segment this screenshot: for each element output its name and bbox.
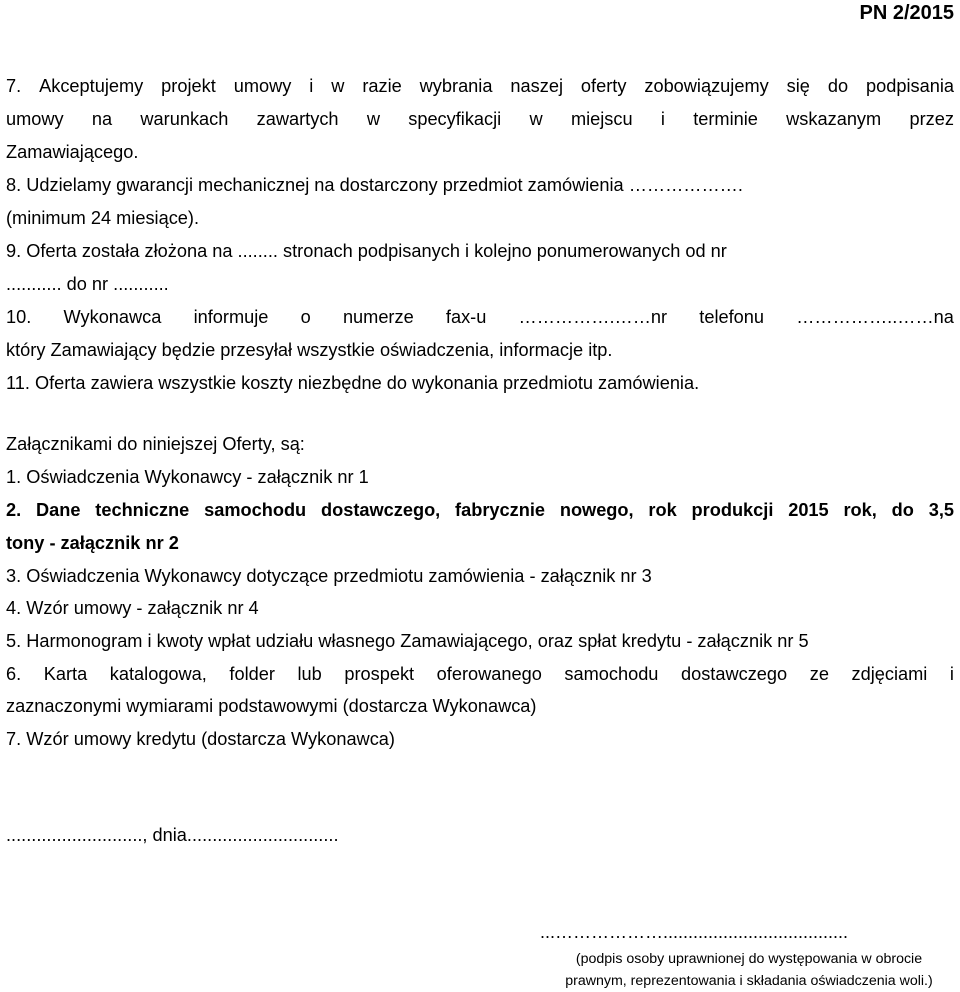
signature-line: ...………………..................................... <box>540 922 849 942</box>
paragraph-8-line-1: 8. Udzielamy gwarancji mechanicznej na dostarczony przedmiot zamówienia ………………. <box>6 175 743 195</box>
attachment-item-2-line-2: tony - załącznik nr 2 <box>6 533 179 553</box>
word: techniczne <box>95 500 190 520</box>
word: umowy <box>6 109 64 129</box>
word: Karta <box>43 664 88 684</box>
word: fax-u <box>445 307 487 327</box>
word: razie <box>362 76 402 96</box>
word: warunkach <box>140 109 229 129</box>
word: Dane <box>35 500 81 520</box>
word: zobowiązujemy <box>644 76 769 96</box>
paragraph-9-line-2: ........... do nr ........... <box>6 274 169 294</box>
attachment-item-1: 1. Oświadczenia Wykonawcy - załącznik nr 1 <box>6 467 369 487</box>
word: Wykonawca <box>63 307 162 327</box>
word: na <box>91 109 113 129</box>
word: zawartych <box>256 109 339 129</box>
word: do <box>891 500 914 520</box>
attachment-item-4: 4. Wzór umowy - załącznik nr 4 <box>6 598 259 618</box>
attachment-item-7: 7. Wzór umowy kredytu (dostarcza Wykonawca) <box>6 729 395 749</box>
paragraph-10-line-2: który Zamawiający będzie przesyłał wszystkie oświadczenia, informacje itp. <box>6 340 613 360</box>
word: telefonu <box>699 307 765 327</box>
word: zdjęciami <box>851 664 928 684</box>
paragraph-7-line-1 <box>6 74 954 98</box>
paragraph-8-line-2: (minimum 24 miesiące). <box>6 208 200 228</box>
attachment-item-5: 5. Harmonogram i kwoty wpłat udziału własnego Zamawiającego, oraz spłat kredytu - załącznik nr 5 <box>6 631 809 651</box>
word: dostawczego, <box>320 500 441 520</box>
word: samochodu <box>564 664 659 684</box>
word: przez <box>909 109 954 129</box>
word: samochodu <box>204 500 307 520</box>
word: 7. <box>6 76 22 96</box>
word: miejscu <box>570 109 633 129</box>
word: podpisania <box>866 76 954 96</box>
attachment-item-3: 3. Oświadczenia Wykonawcy dotyczące przedmiotu zamówienia - załącznik nr 3 <box>6 566 652 586</box>
word: wybrania <box>419 76 493 96</box>
signature-caption-line-2: prawnym, reprezentowania i składania oświadczenia woli.) <box>565 973 933 989</box>
word: ……………..……na <box>796 307 954 327</box>
word: …………….……nr <box>518 307 668 327</box>
word: w <box>366 109 380 129</box>
word: rok <box>648 500 677 520</box>
attachments-heading: Załącznikami do niniejszej Oferty, są: <box>6 434 305 454</box>
word: 10. <box>6 307 32 327</box>
word: się <box>786 76 810 96</box>
word: specyfikacji <box>408 109 502 129</box>
word: i <box>309 76 314 96</box>
word: fabrycznie <box>455 500 546 520</box>
word: i <box>949 664 954 684</box>
word: Akceptujemy <box>39 76 144 96</box>
word: w <box>331 76 345 96</box>
word: umowy <box>233 76 292 96</box>
word: wskazanym <box>786 109 882 129</box>
word: do <box>827 76 849 96</box>
word: w <box>529 109 543 129</box>
word: rok, <box>843 500 877 520</box>
word: folder <box>229 664 275 684</box>
signature-caption-line-1: (podpis osoby uprawnionej do występowania w obrocie <box>575 951 923 967</box>
document-code: PN 2/2015 <box>859 2 954 24</box>
paragraph-11: 11. Oferta zawiera wszystkie koszty niezbędne do wykonania przedmiotu zamówienia. <box>6 373 700 393</box>
word: 2015 <box>788 500 829 520</box>
word: dostawczego <box>680 664 788 684</box>
paragraph-9-line-1: 9. Oferta została złożona na ........ stronach podpisanych i kolejno ponumerowanych od nr <box>6 241 727 261</box>
paragraph-10-line-1 <box>6 305 954 329</box>
word: terminie <box>693 109 758 129</box>
word: i <box>660 109 665 129</box>
word: nowego, <box>559 500 634 520</box>
paragraph-7-line-2 <box>6 107 954 131</box>
word: lub <box>297 664 322 684</box>
word: oferowanego <box>436 664 542 684</box>
word: 3,5 <box>928 500 954 520</box>
attachment-item-6-line-2: zaznaczonymi wymiarami podstawowymi (dostarcza Wykonawca) <box>6 696 537 716</box>
place-date-field: ..........................., dnia.............................. <box>6 825 339 845</box>
word: katalogowa, <box>109 664 207 684</box>
word: oferty <box>580 76 627 96</box>
paragraph-7-line-3: Zamawiającego. <box>6 142 139 162</box>
word: naszej <box>510 76 563 96</box>
word: produkcji <box>691 500 774 520</box>
word: numerze <box>342 307 414 327</box>
attachment-item-6-line-1 <box>6 662 954 686</box>
word: o <box>300 307 311 327</box>
word: 2. <box>6 500 22 520</box>
word: prospekt <box>344 664 415 684</box>
attachment-item-2-line-1 <box>6 498 954 522</box>
word: 6. <box>6 664 22 684</box>
word: ze <box>809 664 829 684</box>
word: projekt <box>161 76 216 96</box>
word: informuje <box>193 307 269 327</box>
